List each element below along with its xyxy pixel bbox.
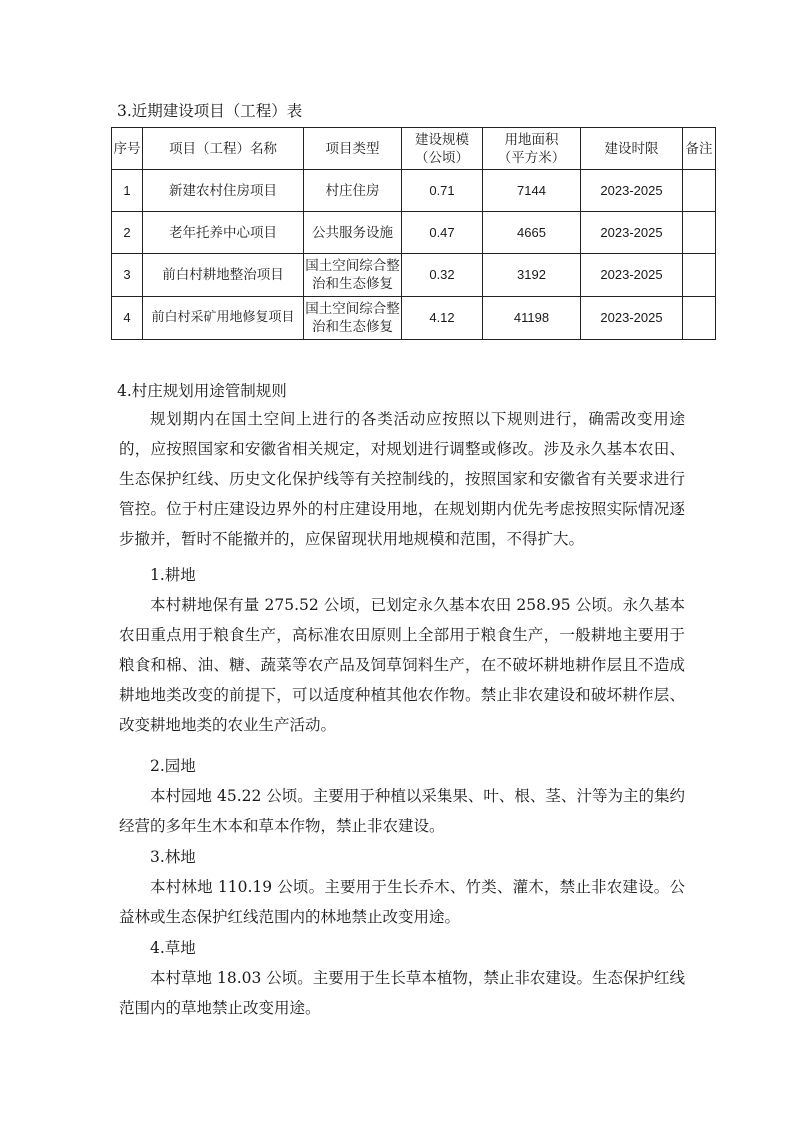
cell-type: 公共服务设施 (304, 212, 402, 254)
cell-scale: 0.32 (402, 254, 483, 297)
body-paragraph: 本村园地 45.22 公顷。主要用于种植以采集果、叶、根、茎、汁等为主的集约经营的多年生木本和草本作物，禁止非农建设。 (119, 787, 685, 835)
body-paragraph: 本村草地 18.03 公顷。主要用于生长草本植物，禁止非农建设。生态保护红线范围内的草地禁止改变用途。 (119, 969, 685, 1017)
subsection-heading: 3.林地 (150, 848, 196, 866)
cell-area: 4665 (483, 212, 581, 254)
cell-name: 前白村耕地整治项目 (143, 254, 304, 297)
cell-name: 新建农村住房项目 (143, 170, 304, 212)
cell-type: 国土空间综合整 治和生态修复 (304, 254, 402, 297)
body-paragraph: 本村耕地保有量 275.52 公顷，已划定永久基本农田 258.95 公顷。永久基本农田重点用于粮食生产，高标准农田原则上全部用于粮食生产，一般耕地主要用于粮食和棉、油、糖、蔬菜等农产品及饲草饲料生产，在不破坏耕地耕作层且不造成耕地地类改变的前提下，可以适度种植其他农作物。禁止非农建设和破坏耕作层、改变耕地地类的农业生产活动。 (119, 596, 685, 734)
header-cell: 项目（工程）名称 (143, 128, 304, 170)
table-row (112, 297, 716, 340)
table-row (112, 254, 716, 297)
table-header-row (112, 128, 716, 170)
cell-index: 1 (112, 170, 143, 212)
table-row (112, 212, 716, 254)
subsection-heading: 4.草地 (150, 939, 196, 957)
cell-type: 村庄住房 (304, 170, 402, 212)
section-3-title: 3.近期建设项目（工程）表 (117, 102, 303, 120)
header-cell: 用地面积 （平方米） (483, 128, 581, 170)
cell-index: 3 (112, 254, 143, 297)
cell-type: 国土空间综合整 治和生态修复 (304, 297, 402, 340)
section-4-title: 4.村庄规划用途管制规则 (117, 382, 287, 400)
header-cell: 建设时限 (581, 128, 683, 170)
cell-area: 7144 (483, 170, 581, 212)
cell-scale: 4.12 (402, 297, 483, 340)
header-cell: 序号 (112, 128, 143, 170)
project-table (111, 127, 716, 340)
cell-name: 前白村采矿用地修复项目 (143, 297, 304, 340)
cell-period: 2023-2025 (581, 254, 683, 297)
cell-period: 2023-2025 (581, 170, 683, 212)
cell-note (683, 297, 716, 340)
table-row (112, 170, 716, 212)
cell-scale: 0.71 (402, 170, 483, 212)
header-cell: 备注 (683, 128, 716, 170)
subsection-heading: 1.耕地 (150, 566, 196, 584)
body-paragraph: 本村林地 110.19 公顷。主要用于生长乔木、竹类、灌木，禁止非农建设。公益林或生态保护红线范围内的林地禁止改变用途。 (119, 878, 685, 926)
cell-period: 2023-2025 (581, 297, 683, 340)
cell-scale: 0.47 (402, 212, 483, 254)
cell-index: 4 (112, 297, 143, 340)
cell-period: 2023-2025 (581, 212, 683, 254)
cell-note (683, 254, 716, 297)
cell-note (683, 170, 716, 212)
cell-name: 老年托养中心项目 (143, 212, 304, 254)
cell-index: 2 (112, 212, 143, 254)
header-cell: 项目类型 (304, 128, 402, 170)
cell-area: 3192 (483, 254, 581, 297)
cell-note (683, 212, 716, 254)
intro-paragraph: 规划期内在国土空间上进行的各类活动应按照以下规则进行，确需改变用途的，应按照国家和安徽省相关规定，对规划进行调整或修改。涉及永久基本农田、生态保护红线、历史文化保护线等有关控制线的，按照国家和安徽省有关要求进行管控。位于村庄建设边界外的村庄建设用地，在规划期内优先考虑按照实际情况逐步撤并，暂时不能撤并的，应保留现状用地规模和范围，不得扩大。 (119, 410, 685, 548)
subsection-heading: 2.园地 (150, 757, 196, 775)
header-cell: 建设规模 （公顷） (402, 128, 483, 170)
cell-area: 41198 (483, 297, 581, 340)
